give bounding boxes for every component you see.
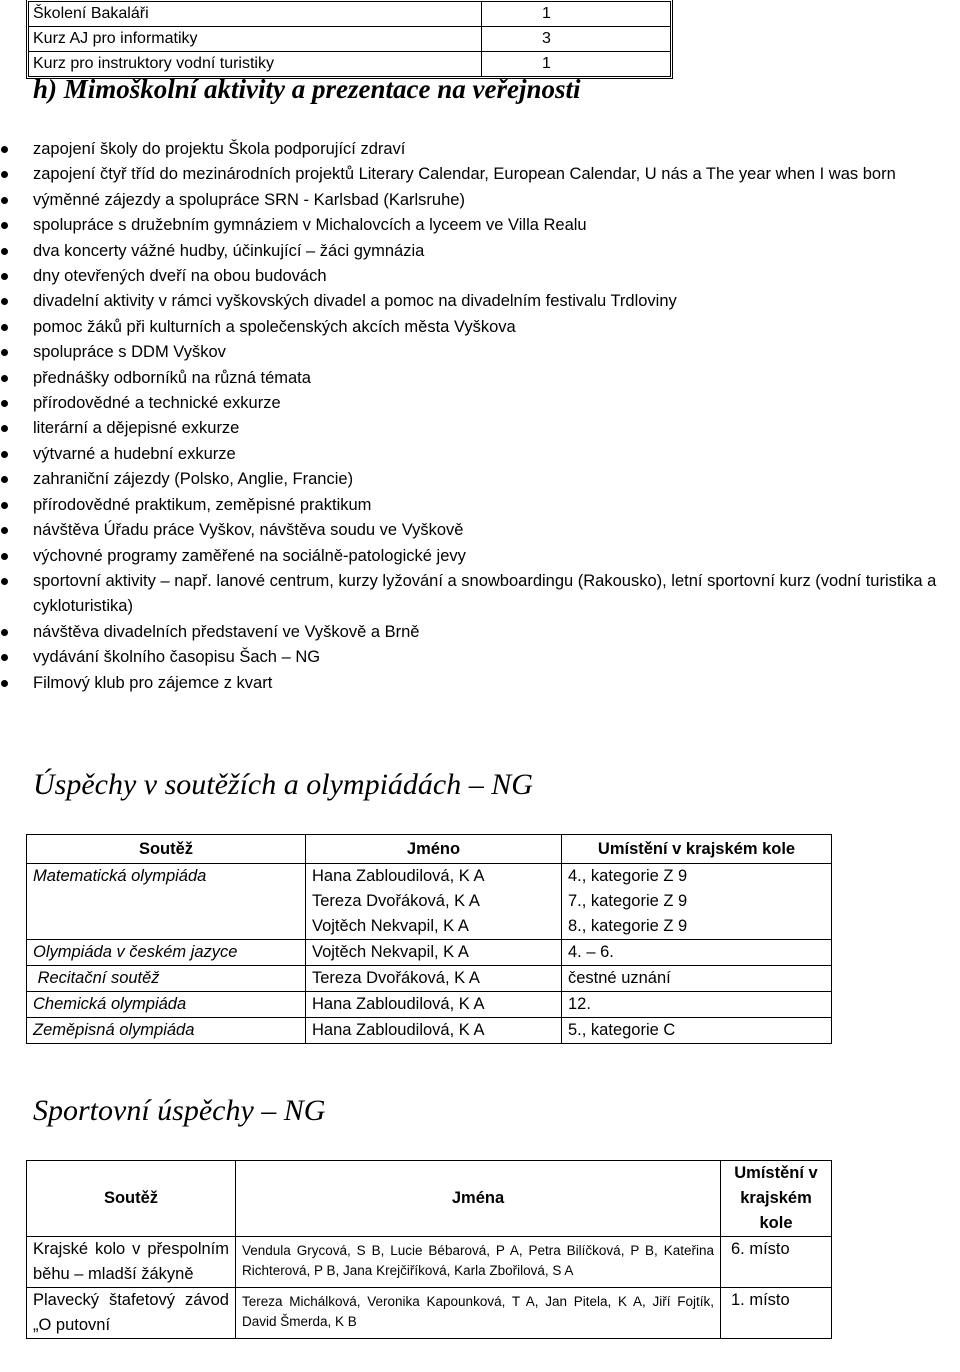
- list-item-text: přírodovědné a technické exkurze: [33, 394, 281, 413]
- bullet-icon: [1, 171, 8, 178]
- student-name: Vojtěch Nekvapil, K A: [312, 917, 469, 935]
- list-item-text: zapojení čtyř tříd do mezinárodních projektů Literary Calendar, European Calendar, U nás a The year when I was born: [33, 165, 896, 184]
- placement-value: 7., kategorie Z 9: [568, 892, 688, 910]
- table-row: [29, 2, 671, 27]
- section-heading-sports: Sportovní úspěchy – NG: [33, 1094, 326, 1127]
- list-item-text: přírodovědné praktikum, zeměpisné praktikum: [33, 495, 372, 514]
- bullet-icon: [1, 425, 8, 432]
- bullet-icon: [1, 400, 8, 407]
- bullet-icon: [1, 451, 8, 458]
- list-item-text: přednášky odborníků na různá témata: [33, 368, 311, 387]
- placement-value: 5., kategorie C: [568, 1021, 676, 1039]
- list-item: [0, 493, 960, 518]
- competition-name: Zeměpisná olympiáda: [27, 1018, 306, 1044]
- list-item: [0, 315, 960, 340]
- bullet-icon: [1, 680, 8, 687]
- list-item-text: divadelní aktivity v rámci vyškovských divadel a pomoc na divadelním festivalu Trdloviny: [33, 292, 677, 311]
- athlete-names: Tereza Michálková, Veronika Kapounková, T A, Jan Pitela, K A, Jiří Fojtík, David Šmerda, K B: [236, 1288, 721, 1339]
- student-name: Hana Zabloudilová, K A: [312, 1021, 485, 1039]
- student-name: Tereza Dvořáková, K A: [312, 969, 480, 987]
- table-row: [29, 27, 671, 52]
- student-name: Vojtěch Nekvapil, K A: [312, 943, 469, 961]
- table-row: [27, 940, 832, 966]
- list-item: [0, 137, 960, 162]
- bullet-icon: [1, 248, 8, 255]
- list-item-text: sportovní aktivity – např. lanové centrum, kurzy lyžování a snowboardingu (Rakousko), letní sportovní kurz (vodní turistika a cykloturistika): [33, 571, 937, 616]
- bullet-icon: [1, 349, 8, 356]
- student-name: Hana Zabloudilová, K A: [312, 995, 485, 1013]
- list-item-text: spolupráce s družebním gymnáziem v Michalovcích a lyceem ve Villa Realu: [33, 216, 587, 235]
- list-item-text: Filmový klub pro zájemce z kvart: [33, 673, 273, 692]
- list-item: [0, 213, 960, 238]
- list-item-text: zahraniční zájezdy (Polsko, Anglie, Francie): [33, 470, 354, 489]
- placement: [562, 940, 832, 966]
- list-item-text: literární a dějepisné exkurze: [33, 419, 240, 438]
- placement-value: čestné uznání: [568, 969, 671, 987]
- column-header-names: Jména: [236, 1161, 721, 1237]
- list-item: [0, 416, 960, 441]
- placement: [562, 966, 832, 992]
- competition-name: Olympiáda v českém jazyce: [27, 940, 306, 966]
- bullet-icon: [1, 629, 8, 636]
- placement: [562, 1018, 832, 1044]
- list-item: [0, 671, 960, 696]
- column-header-placement: Umístění v krajském kole: [562, 835, 832, 864]
- list-item: [0, 162, 960, 187]
- list-item: [0, 289, 960, 314]
- bullet-icon: [1, 654, 8, 661]
- list-item-text: pomoc žáků při kulturních a společenských akcích města Vyškova: [33, 317, 516, 336]
- list-item-text: dny otevřených dveří na obou budovách: [33, 267, 327, 286]
- list-item: [0, 518, 960, 543]
- bullet-icon: [1, 476, 8, 483]
- column-header-placement: Umístění v krajském kole: [721, 1161, 832, 1237]
- student-names: [306, 864, 562, 940]
- list-item: [0, 391, 960, 416]
- list-item-text: dva koncerty vážné hudby, účinkující – žáci gymnázia: [33, 241, 425, 260]
- table-row: [27, 1237, 832, 1288]
- training-table: [28, 1, 671, 77]
- placement-value: 8., kategorie Z 9: [568, 917, 688, 935]
- bullet-icon: [1, 502, 8, 509]
- list-item: [0, 239, 960, 264]
- table-row: [27, 966, 832, 992]
- bullet-icon: [1, 146, 8, 153]
- list-item: [0, 264, 960, 289]
- bullet-icon: [1, 375, 8, 382]
- student-names: [306, 1018, 562, 1044]
- table-row: [27, 992, 832, 1018]
- bullet-icon: [1, 553, 8, 560]
- student-names: [306, 940, 562, 966]
- training-count: 3: [482, 27, 671, 52]
- section-heading-competitions: Úspěchy v soutěžích a olympiádách – NG: [33, 768, 533, 801]
- sport-placement: 6. místo: [721, 1237, 832, 1288]
- student-names: [306, 992, 562, 1018]
- activities-list: [0, 137, 960, 696]
- placement-value: 4., kategorie Z 9: [568, 867, 688, 885]
- placement-value: 4. – 6.: [568, 943, 614, 961]
- sports-table: [26, 1160, 832, 1339]
- bullet-icon: [1, 222, 8, 229]
- table-row: [27, 1018, 832, 1044]
- student-name: Tereza Dvořáková, K A: [312, 892, 480, 910]
- placement-value: 12.: [568, 995, 591, 1013]
- bullet-icon: [1, 298, 8, 305]
- column-header-competition: Soutěž: [27, 1161, 236, 1237]
- competition-name: Chemická olympiáda: [27, 992, 306, 1018]
- bullet-icon: [1, 197, 8, 204]
- training-count: 1: [482, 2, 671, 27]
- list-item: [0, 645, 960, 670]
- list-item: [0, 620, 960, 645]
- bullet-icon: [1, 578, 8, 585]
- list-item-text: návštěva Úřadu práce Vyškov, návštěva soudu ve Vyškově: [33, 521, 464, 540]
- training-label: Školení Bakaláři: [29, 2, 482, 27]
- table-row: [27, 1288, 832, 1339]
- list-item: [0, 467, 960, 492]
- competition-name: Recitační soutěž: [27, 966, 306, 992]
- list-item: [0, 544, 960, 569]
- list-item-text: výtvarné a hudební exkurze: [33, 444, 236, 463]
- column-header-name: Jméno: [306, 835, 562, 864]
- list-item-text: vydávání školního časopisu Šach – NG: [33, 648, 321, 667]
- training-label: Kurz AJ pro informatiky: [29, 27, 482, 52]
- list-item-text: spolupráce s DDM Vyškov: [33, 343, 226, 362]
- sport-placement: 1. místo: [721, 1288, 832, 1339]
- sport-competition-name: Krajské kolo v přespolním běhu – mladší žákyně: [27, 1237, 236, 1288]
- table-header-row: [27, 1161, 832, 1237]
- list-item-text: návštěva divadelních představení ve Vyškově a Brně: [33, 622, 420, 641]
- list-item-text: výchovné programy zaměřené na sociálně-patologické jevy: [33, 546, 466, 565]
- student-names: [306, 966, 562, 992]
- table-row: [29, 52, 671, 77]
- sport-competition-name: Plavecký štafetový závod „O putovní: [27, 1288, 236, 1339]
- list-item: [0, 340, 960, 365]
- list-item-text: výměnné zájezdy a spolupráce SRN - Karlsbad (Karlsruhe): [33, 190, 465, 209]
- column-header-competition: Soutěž: [27, 835, 306, 864]
- section-heading-activities: h) Mimoškolní aktivity a prezentace na veřejnosti: [33, 74, 581, 104]
- table-header-row: [27, 835, 832, 864]
- athlete-names: Vendula Grycová, S B, Lucie Bébarová, P A, Petra Bilíčková, P B, Kateřina Richterová, P B, Jana Krejčiříková, Karla Zbořilová, S A: [236, 1237, 721, 1288]
- competition-name: Matematická olympiáda: [27, 864, 306, 940]
- bullet-icon: [1, 527, 8, 534]
- bullet-icon: [1, 324, 8, 331]
- table-row: [27, 864, 832, 940]
- training-count: 1: [482, 52, 671, 77]
- list-item: [0, 188, 960, 213]
- list-item: [0, 442, 960, 467]
- list-item: [0, 569, 960, 620]
- placement: [562, 992, 832, 1018]
- list-item: [0, 366, 960, 391]
- student-name: Hana Zabloudilová, K A: [312, 867, 485, 885]
- competitions-table: [26, 834, 832, 1044]
- bullet-icon: [1, 273, 8, 280]
- training-label: Kurz pro instruktory vodní turistiky: [29, 52, 482, 77]
- placement: [562, 864, 832, 940]
- list-item-text: zapojení školy do projektu Škola podporující zdraví: [33, 140, 406, 158]
